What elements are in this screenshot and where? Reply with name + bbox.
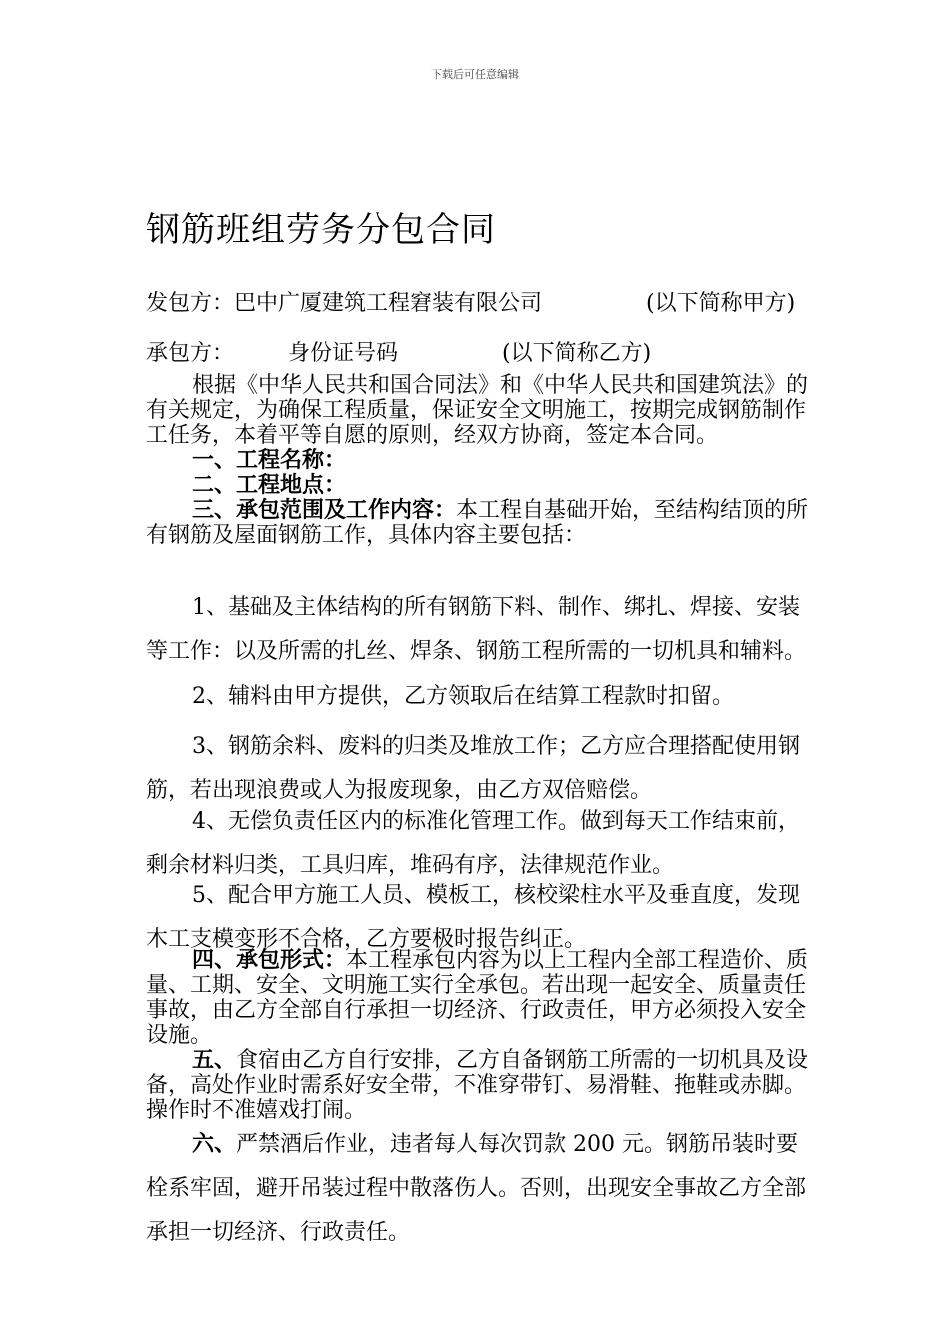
document-title: 钢筋班组劳务分包合同	[146, 210, 496, 250]
section-1: 一、工程名称：	[192, 447, 347, 473]
party-b-id: 身份证号码	[288, 341, 399, 366]
section-4-body: 本工程承包内容为以上工程内全部工程造价、质量、工期、安全、文明施工实行全承包。若出现一起安全、质量责任事故，由乙方全部自行承担一切经济、行政责任，甲方必须投入安全设施。	[146, 948, 809, 1048]
party-a-label: 发包方：巴中广厦建筑工程窘装有限公司	[146, 291, 543, 316]
item-1-content: 1、基础及主体结构的所有钢筋下料、制作、绑扎、焊接、安装等工作：以及所需的扎丝、焊条、钢筋工程所需的一切机具和辅料。	[146, 595, 807, 664]
section-2: 二、工程地点：	[192, 472, 347, 498]
item-4-text: 4、无偿负责任区内的标准化管理工作。做到每天工作结束前，剩余材料归类，工具归库，堆码有序，法律规范作业。	[146, 809, 800, 878]
section-3-body: 本工程自基础开始，至结构结顶的所有钢筋及屋面钢筋工作，具体内容主要包括：	[146, 498, 809, 548]
intro-text: 根据《中华人民共和国合同法》和《中华人民共和国建筑法》的有关规定，为确保工程质量，保证安全文明施工，按期完成钢筋制作工任务，本着平等自愿的原则，经双方协商，签定本合同。	[146, 373, 809, 448]
party-a-line	[146, 286, 796, 317]
item-1	[146, 586, 814, 674]
party-b-line	[146, 336, 652, 367]
section-6-heading: 六、	[192, 1131, 237, 1157]
item-2	[146, 684, 814, 709]
section-4-5	[146, 948, 814, 1123]
intro-paragraph	[146, 373, 814, 548]
section-6	[146, 1122, 814, 1255]
section-4-heading: 四、承包形式：	[192, 947, 347, 973]
party-b-note: (以下简称乙方)	[502, 341, 652, 366]
section-5-heading: 五、	[192, 1047, 237, 1073]
party-b-label: 承包方：	[146, 341, 235, 366]
item-5-text: 5、配合甲方施工人员、模板工，核校梁柱水平及垂直度，发现木工支模变形不合格，乙方要极时报告纠正。	[146, 883, 800, 952]
item-1-text	[146, 586, 814, 674]
section-4	[146, 948, 814, 1048]
party-a-note: (以下简称甲方)	[646, 291, 796, 316]
section-6-body: 严禁酒后作业，违者每人每次罚款 200 元。钢筋吊装时要栓系牢固，避开吊装过程中散落伤人。否则，出现安全事故乙方全部承担一切经济、行政责任。	[146, 1132, 807, 1245]
section-5-body: 食宿由乙方自行安排，乙方自备钢筋工所需的一切机具及设备，高处作业时需系好安全带，不准穿带钉、易滑鞋、拖鞋或赤脚。操作时不准嬉戏打闹。	[146, 1048, 809, 1123]
item-2-text: 2、辅料由甲方提供，乙方领取后在结算工程款时扣留。	[192, 684, 734, 709]
section-5	[146, 1048, 814, 1123]
section-3	[146, 498, 814, 548]
section-6-block	[146, 1122, 814, 1255]
page-header: 下载后可任意编辑	[431, 68, 519, 81]
section-3-heading: 三、承包范围及工作内容：	[192, 497, 457, 523]
item-3-text: 3、钢筋余料、废料的归类及堆放工作；乙方应合理搭配使用钢筋，若出现浪费或人为报废现象，由乙方双倍赔偿。	[146, 734, 800, 803]
